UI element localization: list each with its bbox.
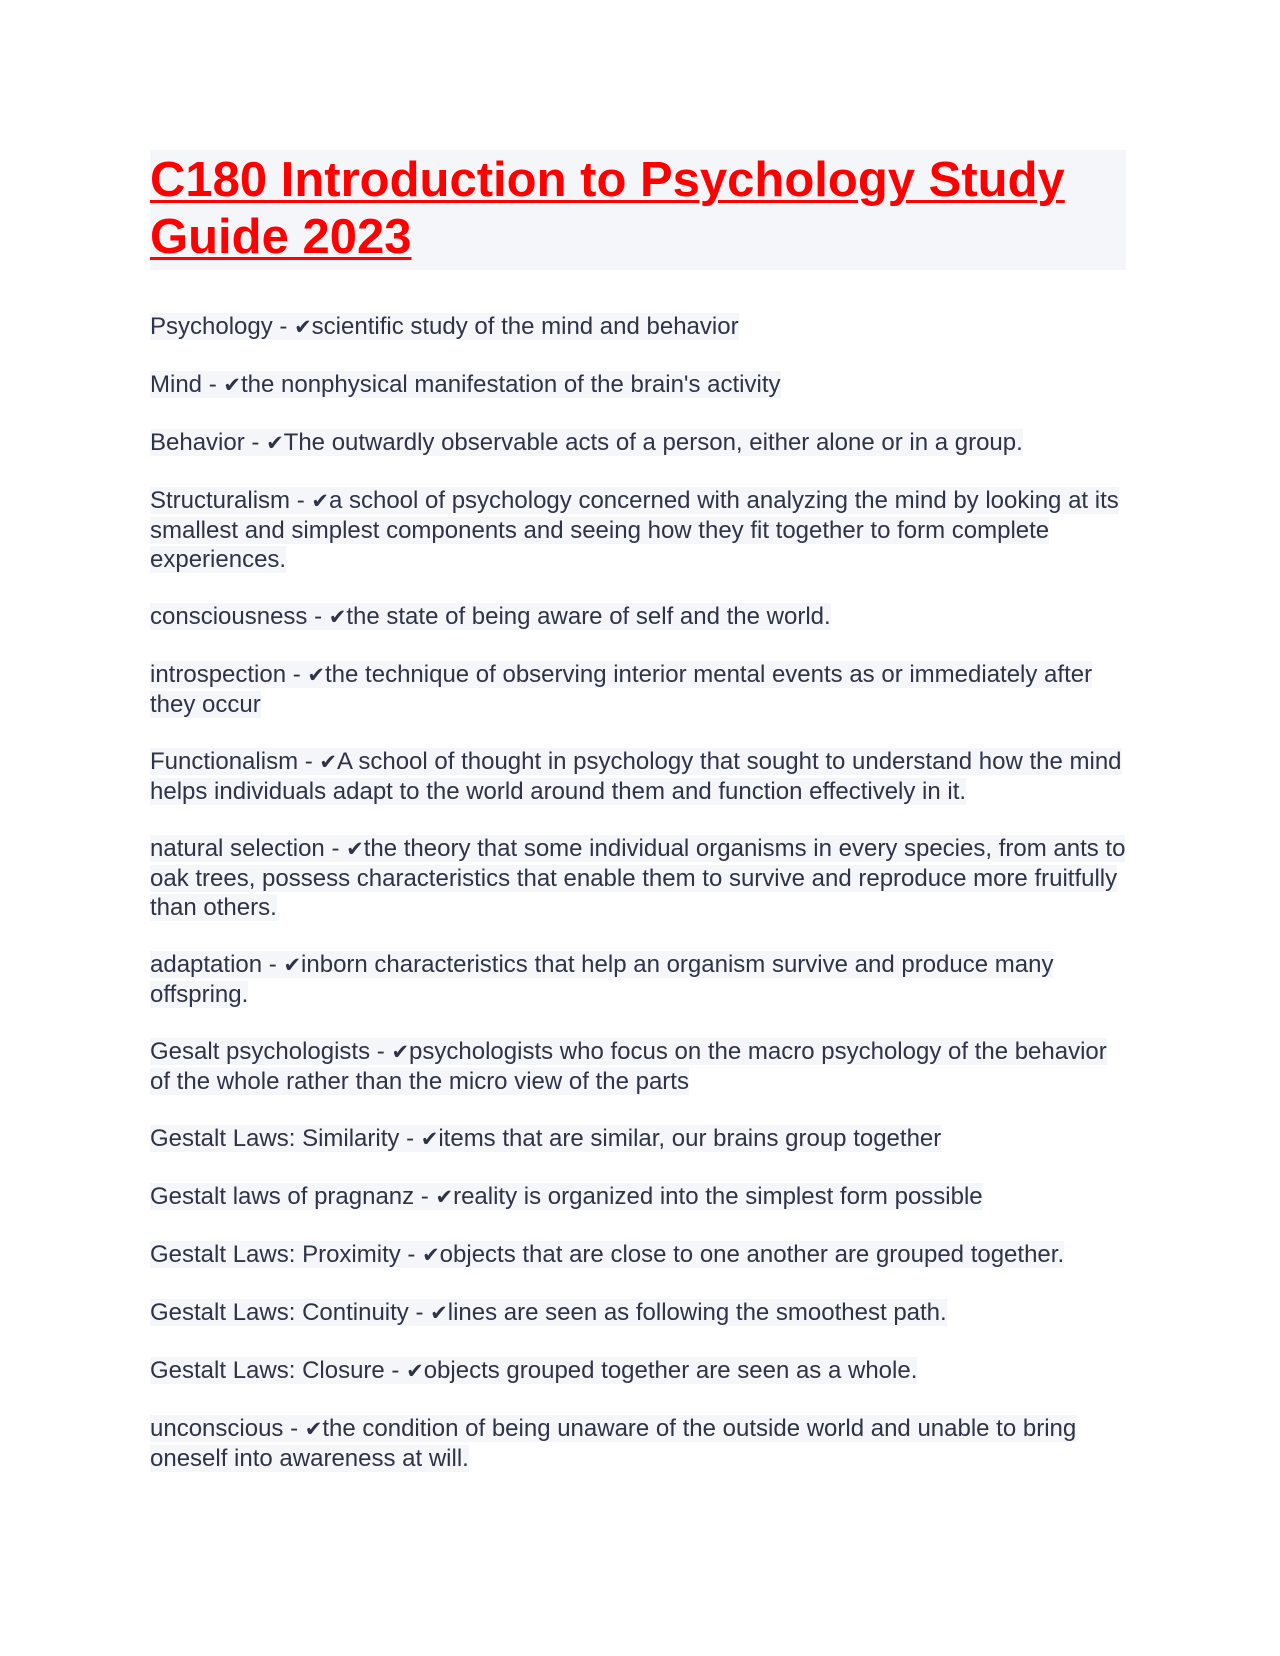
entry-highlight: Behavior - ✔The outwardly observable acts of a person, either alone or in a group. — [150, 429, 1023, 456]
entry-highlight: Gestalt laws of pragnanz - ✔reality is organized into the simplest form possible — [150, 1183, 983, 1210]
title-block — [150, 150, 1126, 270]
glossary-entry — [150, 1124, 1126, 1154]
glossary-entry — [150, 486, 1126, 574]
check-mark-icon: ✔ — [430, 1301, 448, 1325]
entry-definition: A school of thought in psychology that sought to understand how the mind helps individuals adapt to the world around them and function effectively in it. — [150, 748, 1122, 805]
entry-definition: objects grouped together are seen as a whole. — [423, 1357, 918, 1384]
entry-definition: reality is organized into the simplest form possible — [453, 1183, 983, 1210]
glossary-entry — [150, 660, 1126, 719]
entry-term: natural selection — [150, 835, 325, 862]
entry-term: Psychology — [150, 313, 273, 340]
glossary-entry — [150, 1414, 1126, 1473]
check-mark-icon: ✔ — [319, 750, 337, 774]
check-mark-icon: ✔ — [406, 1359, 424, 1383]
entry-term: Gestalt Laws: Proximity — [150, 1241, 401, 1268]
entry-definition: the condition of being unaware of the outside world and unable to bring oneself into awareness at will. — [150, 1415, 1077, 1472]
check-mark-icon: ✔ — [391, 1040, 410, 1064]
entry-highlight: Mind - ✔the nonphysical manifestation of the brain's activity — [150, 371, 781, 398]
entry-term: Gestalt laws of pragnanz — [150, 1183, 415, 1210]
entry-term: Gesalt psychologists — [150, 1038, 371, 1065]
entry-definition: items that are similar, our brains group together — [438, 1125, 942, 1152]
entry-highlight: natural selection - ✔the theory that some individual organisms in every species, from ants to oak trees, possess characteristics that enable them to survive and reproduce more fruitfully than others. — [150, 835, 1126, 921]
entry-term: Gestalt Laws: Closure — [150, 1357, 385, 1384]
entry-definition: the technique of observing interior mental events as or immediately after they occur — [150, 661, 1093, 718]
entry-highlight: unconscious - ✔the condition of being unaware of the outside world and unable to bring oneself into awareness at will. — [150, 1415, 1077, 1472]
entry-term: Structuralism — [150, 487, 291, 514]
entry-definition: objects that are close to one another are grouped together. — [439, 1241, 1065, 1268]
check-mark-icon: ✔ — [435, 1185, 454, 1209]
glossary-entry — [150, 312, 1126, 342]
check-mark-icon: ✔ — [346, 837, 364, 861]
entry-highlight: Gestalt Laws: Similarity - ✔items that are similar, our brains group together — [150, 1125, 942, 1152]
entry-term: introspection — [150, 661, 287, 688]
glossary-entry — [150, 1182, 1126, 1212]
glossary-entry — [150, 950, 1126, 1009]
check-mark-icon: ✔ — [328, 605, 347, 629]
entry-term: Gestalt Laws: Similarity — [150, 1125, 400, 1152]
entry-highlight: Psychology - ✔scientific study of the mind and behavior — [150, 313, 739, 340]
glossary-entry — [150, 1037, 1126, 1096]
check-mark-icon: ✔ — [223, 373, 241, 397]
entry-highlight: introspection - ✔the technique of observing interior mental events as or immediately after they occur — [150, 661, 1093, 718]
entry-highlight: Gestalt Laws: Closure - ✔objects grouped together are seen as a whole. — [150, 1357, 918, 1384]
document-title: C180 Introduction to Psychology Study Guide 2023 — [150, 153, 1065, 264]
entry-highlight: Gestalt Laws: Continuity - ✔lines are seen as following the smoothest path. — [150, 1299, 947, 1326]
entry-definition: The outwardly observable acts of a person, either alone or in a group. — [283, 429, 1023, 456]
glossary-entry — [150, 428, 1126, 458]
entry-highlight: Functionalism - ✔A school of thought in psychology that sought to understand how the mind helps individuals adapt to the world around them and function effectively in it. — [150, 748, 1122, 805]
glossary-entry — [150, 1298, 1126, 1328]
document-page — [150, 150, 1126, 1501]
entry-term: Mind — [150, 371, 203, 398]
entry-term: adaptation — [150, 951, 263, 978]
check-mark-icon: ✔ — [304, 1417, 323, 1441]
entry-term: unconscious — [150, 1415, 284, 1442]
entry-highlight: adaptation - ✔inborn characteristics that help an organism survive and produce many offspring. — [150, 951, 1054, 1008]
entry-definition: lines are seen as following the smoothest path. — [447, 1299, 947, 1326]
entry-term: Functionalism — [150, 748, 299, 775]
entry-definition: the theory that some individual organisms in every species, from ants to oak trees, possess characteristics that enable them to survive and reproduce more fruitfully than others. — [150, 835, 1126, 921]
glossary-entry — [150, 834, 1126, 922]
check-mark-icon: ✔ — [307, 663, 326, 687]
entry-highlight: consciousness - ✔the state of being aware of self and the world. — [150, 603, 831, 630]
entry-definition: a school of psychology concerned with analyzing the mind by looking at its smallest and simplest components and seeing how they fit together to form complete experiences. — [150, 487, 1119, 573]
entry-definition: the nonphysical manifestation of the brain's activity — [240, 371, 781, 398]
entry-definition: the state of being aware of self and the world. — [346, 603, 831, 630]
glossary-list — [150, 312, 1126, 1473]
check-mark-icon: ✔ — [420, 1127, 439, 1151]
glossary-entry — [150, 747, 1126, 806]
entry-term: Gestalt Laws: Continuity — [150, 1299, 409, 1326]
entry-highlight: Gestalt Laws: Proximity - ✔objects that are close to one another are grouped together. — [150, 1241, 1065, 1268]
glossary-entry — [150, 1356, 1126, 1386]
entry-term: Behavior — [150, 429, 245, 456]
entry-definition: psychologists who focus on the macro psychology of the behavior of the whole rather than the micro view of the parts — [150, 1038, 1107, 1095]
check-mark-icon: ✔ — [283, 953, 302, 977]
glossary-entry — [150, 602, 1126, 632]
entry-term: consciousness — [150, 603, 308, 630]
entry-definition: inborn characteristics that help an organism survive and produce many offspring. — [150, 951, 1054, 1008]
entry-highlight: Gesalt psychologists - ✔psychologists who focus on the macro psychology of the behavior of the whole rather than the micro view of the parts — [150, 1038, 1107, 1095]
check-mark-icon: ✔ — [266, 431, 284, 455]
glossary-entry — [150, 1240, 1126, 1270]
check-mark-icon: ✔ — [294, 315, 312, 339]
glossary-entry — [150, 370, 1126, 400]
check-mark-icon: ✔ — [311, 489, 329, 513]
entry-definition: scientific study of the mind and behavior — [311, 313, 739, 340]
check-mark-icon: ✔ — [422, 1243, 440, 1267]
entry-highlight: Structuralism - ✔a school of psychology concerned with analyzing the mind by looking at its smallest and simplest components and seeing how they fit together to form complete experiences. — [150, 487, 1119, 573]
